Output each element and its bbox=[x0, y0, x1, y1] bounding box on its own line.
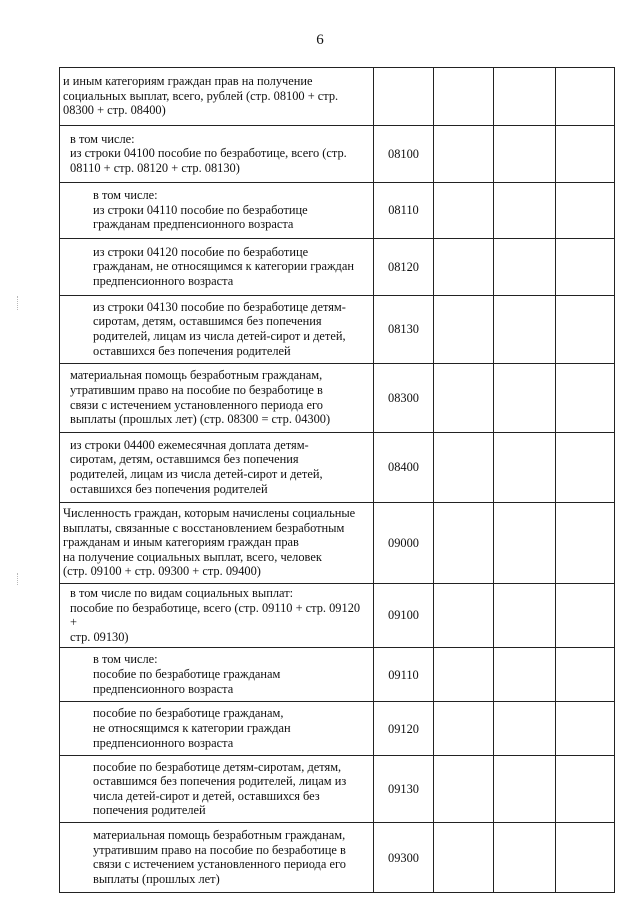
value-cell[interactable] bbox=[494, 823, 556, 893]
value-cell[interactable] bbox=[556, 296, 615, 364]
description-line: пособие по безработице гражданам, bbox=[93, 706, 284, 721]
description-line: сиротам, детям, оставшимся без попечения bbox=[93, 314, 322, 329]
table-row bbox=[60, 584, 615, 648]
row-code bbox=[374, 68, 434, 126]
row-description bbox=[60, 296, 374, 364]
table-row bbox=[60, 239, 615, 296]
value-cell[interactable] bbox=[494, 183, 556, 239]
value-cell[interactable] bbox=[434, 584, 494, 648]
value-cell[interactable] bbox=[434, 126, 494, 183]
description-line: гражданам и иным категориям граждан прав bbox=[63, 535, 299, 550]
value-cell[interactable] bbox=[556, 823, 615, 893]
description-line: материальная помощь безработным гражданам, bbox=[70, 368, 323, 383]
value-cell[interactable] bbox=[556, 503, 615, 584]
row-description bbox=[60, 183, 374, 239]
description-line: 08110 + стр. 08120 + стр. 08130) bbox=[70, 160, 240, 175]
value-cell[interactable] bbox=[556, 648, 615, 702]
description-line: гражданам предпенсионного возраста bbox=[93, 217, 294, 232]
value-cell[interactable] bbox=[494, 702, 556, 756]
value-cell[interactable] bbox=[494, 756, 556, 823]
description-line: предпенсионного возраста bbox=[93, 735, 234, 750]
description-line: родителей, лицам из числа детей-сирот и детей, bbox=[70, 467, 323, 481]
row-code: 09100 bbox=[374, 584, 434, 648]
description-line: пособие по безработице гражданам bbox=[93, 667, 281, 682]
description-line: материальная помощь безработным гражданам, bbox=[93, 828, 346, 843]
value-cell[interactable] bbox=[494, 239, 556, 296]
row-code: 09000 bbox=[374, 503, 434, 584]
value-cell[interactable] bbox=[556, 239, 615, 296]
row-description bbox=[60, 68, 374, 126]
value-cell[interactable] bbox=[434, 756, 494, 823]
table-row bbox=[60, 433, 615, 503]
value-cell[interactable] bbox=[434, 296, 494, 364]
description-line: 08300 + стр. 08400) bbox=[63, 103, 166, 118]
value-cell[interactable] bbox=[494, 433, 556, 503]
value-cell[interactable] bbox=[494, 503, 556, 584]
description-line: выплаты, связанные с восстановлением безработным bbox=[63, 520, 345, 535]
description-line: оставшихся без попечения родителей bbox=[93, 343, 291, 358]
row-description bbox=[60, 702, 374, 756]
description-line: предпенсионного возраста bbox=[93, 681, 234, 696]
description-line: в том числе: bbox=[93, 188, 158, 203]
row-description bbox=[60, 823, 374, 893]
description-line: предпенсионного возраста bbox=[93, 273, 234, 288]
value-cell[interactable] bbox=[434, 702, 494, 756]
value-cell[interactable] bbox=[494, 68, 556, 126]
description-line: гражданам, не относящимся к категории граждан bbox=[93, 259, 354, 274]
description-line: социальных выплат, всего, рублей (стр. 08100 + стр. bbox=[63, 88, 339, 103]
row-code: 08400 bbox=[374, 433, 434, 503]
table-row bbox=[60, 126, 615, 183]
description-line: на получение социальных выплат, всего, человек bbox=[63, 549, 322, 564]
table-row bbox=[60, 364, 615, 433]
value-cell[interactable] bbox=[434, 503, 494, 584]
value-cell[interactable] bbox=[556, 364, 615, 433]
description-line: оставшихся без попечения родителей bbox=[70, 481, 268, 496]
row-description bbox=[60, 648, 374, 702]
description-line: и иным категориям граждан прав на получение bbox=[63, 74, 313, 89]
description-line: в том числе: bbox=[70, 131, 135, 146]
row-description bbox=[60, 584, 374, 648]
scan-artifact bbox=[17, 296, 21, 310]
table-row bbox=[60, 503, 615, 584]
table-row bbox=[60, 183, 615, 239]
description-line: числа детей-сирот и детей, оставшихся без bbox=[93, 788, 320, 803]
description-line: не относящимся к категории граждан bbox=[93, 721, 291, 736]
description-line: (стр. 09100 + стр. 09300 + стр. 09400) bbox=[63, 564, 261, 579]
row-code: 09130 bbox=[374, 756, 434, 823]
row-code: 08100 bbox=[374, 126, 434, 183]
row-code: 08120 bbox=[374, 239, 434, 296]
value-cell[interactable] bbox=[556, 183, 615, 239]
description-line: связи с истечением установленного периода его bbox=[93, 857, 346, 872]
description-line: из строки 04130 пособие по безработице детям- bbox=[93, 299, 346, 314]
value-cell[interactable] bbox=[434, 183, 494, 239]
description-line: из строки 04110 пособие по безработице bbox=[93, 202, 308, 217]
description-line: из строки 04400 ежемесячная доплата детям- bbox=[70, 437, 309, 452]
description-line: родителей, лицам из числа детей-сирот и детей, bbox=[93, 329, 346, 343]
value-cell[interactable] bbox=[494, 364, 556, 433]
description-line: пособие по безработице, всего (стр. 09110 + стр. 09120 + bbox=[70, 600, 361, 630]
description-line: стр. 09130) bbox=[70, 629, 129, 644]
row-code: 08110 bbox=[374, 183, 434, 239]
value-cell[interactable] bbox=[434, 364, 494, 433]
value-cell[interactable] bbox=[434, 648, 494, 702]
description-line: из строки 04100 пособие по безработице, всего (стр. bbox=[70, 146, 347, 161]
row-description bbox=[60, 433, 374, 503]
table-row bbox=[60, 296, 615, 364]
description-line: пособие по безработице детям-сиротам, детям, bbox=[93, 759, 342, 774]
table-row bbox=[60, 68, 615, 126]
description-line: утратившим право на пособие по безработице в bbox=[93, 842, 346, 857]
description-line: утратившим право на пособие по безработице в bbox=[70, 382, 323, 397]
value-cell[interactable] bbox=[556, 433, 615, 503]
table-row bbox=[60, 648, 615, 702]
value-cell[interactable] bbox=[494, 126, 556, 183]
row-code: 09300 bbox=[374, 823, 434, 893]
value-cell[interactable] bbox=[494, 296, 556, 364]
description-line: Численность граждан, которым начислены социальные bbox=[63, 506, 356, 521]
value-cell[interactable] bbox=[556, 702, 615, 756]
table-row bbox=[60, 702, 615, 756]
value-cell[interactable] bbox=[556, 756, 615, 823]
value-cell[interactable] bbox=[434, 239, 494, 296]
description-line: выплаты (прошлых лет) bbox=[93, 871, 220, 886]
row-description bbox=[60, 239, 374, 296]
row-code: 09110 bbox=[374, 648, 434, 702]
row-code: 08300 bbox=[374, 364, 434, 433]
row-code: 09120 bbox=[374, 702, 434, 756]
description-line: из строки 04120 пособие по безработице bbox=[93, 244, 309, 259]
value-cell[interactable] bbox=[494, 584, 556, 648]
row-code: 08130 bbox=[374, 296, 434, 364]
description-line: оставшимся без попечения родителей, лицам из bbox=[93, 774, 347, 789]
row-description bbox=[60, 126, 374, 183]
row-description bbox=[60, 364, 374, 433]
value-cell[interactable] bbox=[434, 823, 494, 893]
value-cell[interactable] bbox=[556, 126, 615, 183]
description-line: связи с истечением установленного периода его bbox=[70, 397, 323, 412]
report-table bbox=[59, 67, 615, 893]
description-line: сиротам, детям, оставшимся без попечения bbox=[70, 452, 299, 467]
description-line: в том числе по видам социальных выплат: bbox=[70, 586, 294, 600]
table-row bbox=[60, 756, 615, 823]
value-cell[interactable] bbox=[434, 433, 494, 503]
value-cell[interactable] bbox=[556, 68, 615, 126]
row-description bbox=[60, 756, 374, 823]
description-line: попечения родителей bbox=[93, 803, 206, 818]
scan-artifact bbox=[17, 573, 21, 585]
row-description bbox=[60, 503, 374, 584]
description-line: в том числе: bbox=[93, 652, 158, 667]
table-row bbox=[60, 823, 615, 893]
value-cell[interactable] bbox=[494, 648, 556, 702]
value-cell[interactable] bbox=[434, 68, 494, 126]
page-number: 6 bbox=[316, 32, 324, 48]
value-cell[interactable] bbox=[556, 584, 615, 648]
description-line: выплаты (прошлых лет) (стр. 08300 = стр. 04300) bbox=[70, 412, 331, 427]
